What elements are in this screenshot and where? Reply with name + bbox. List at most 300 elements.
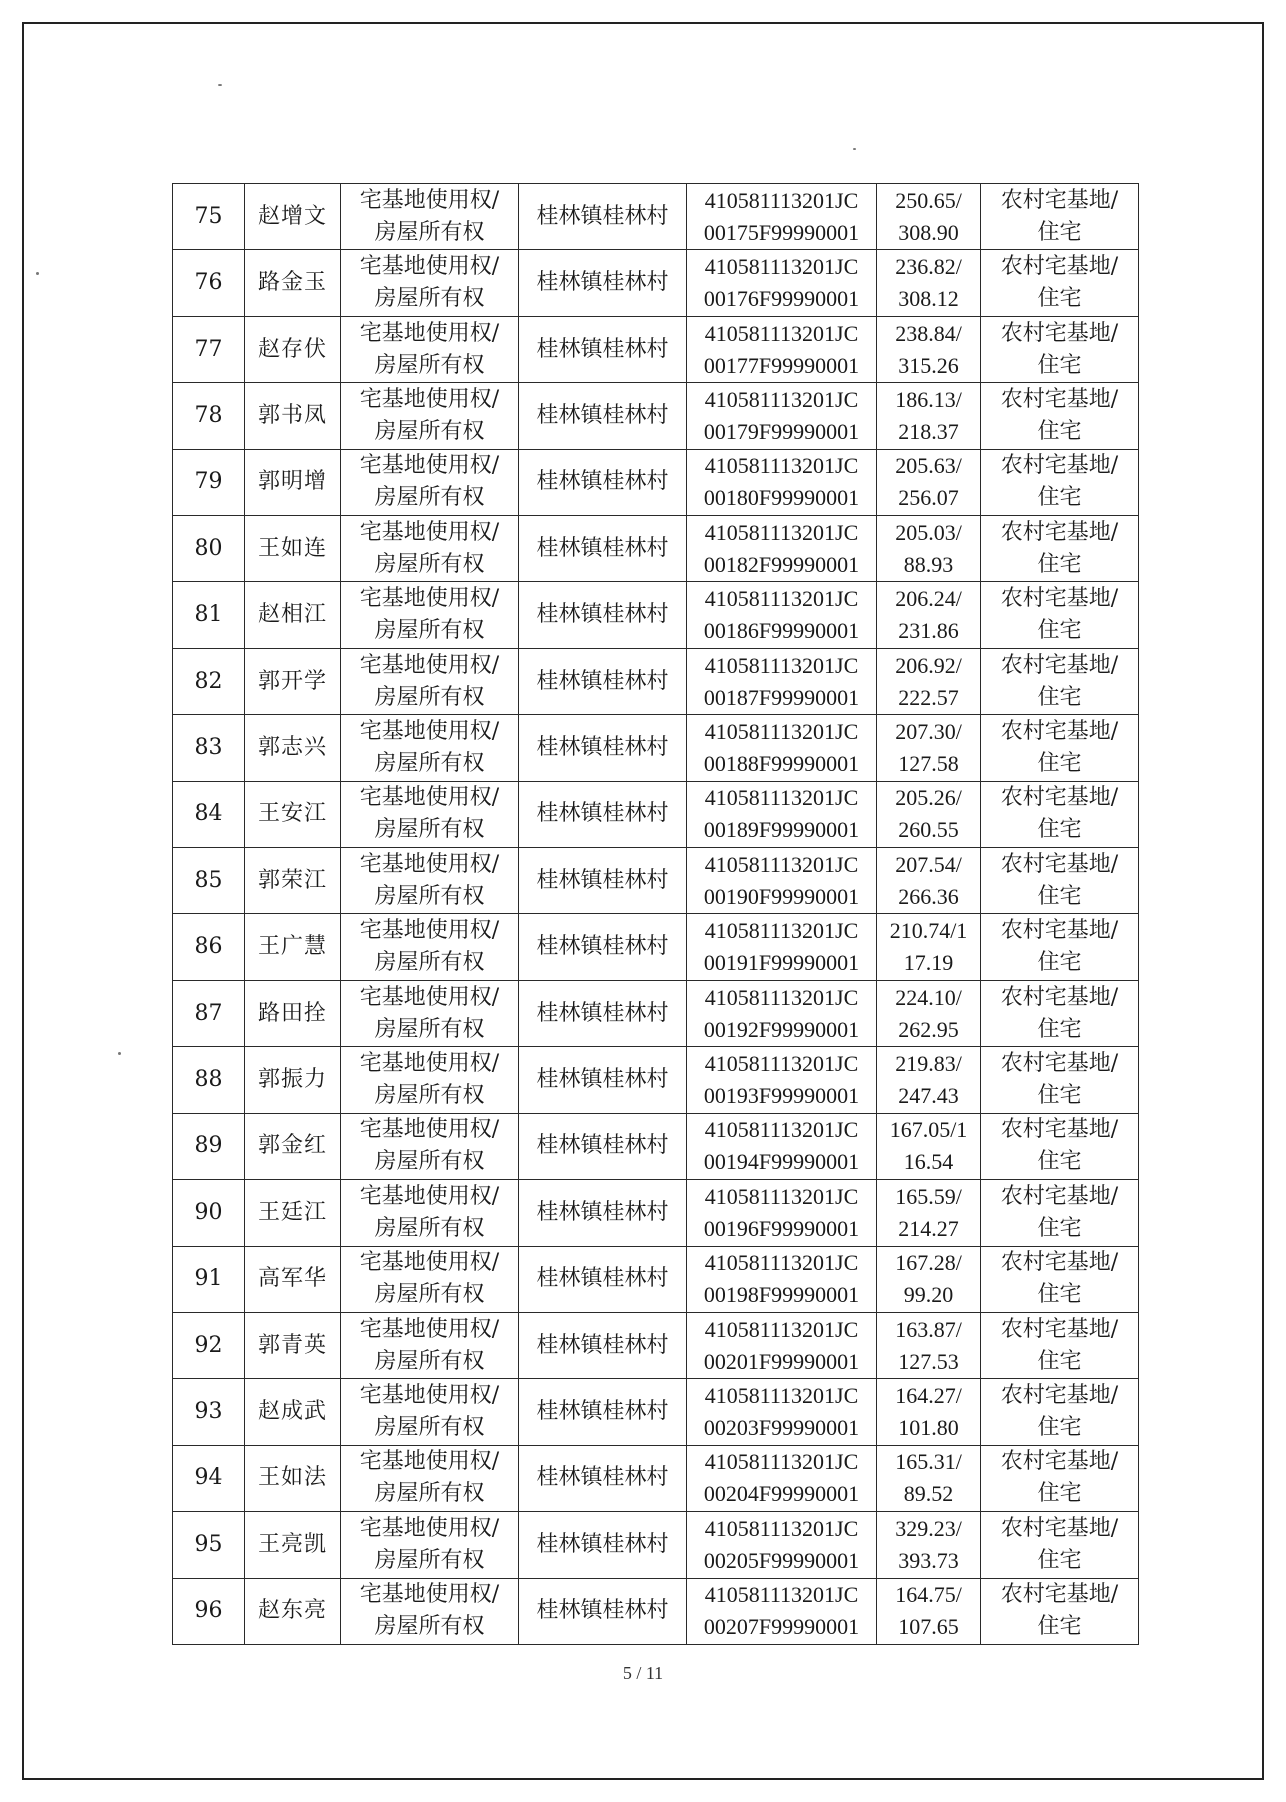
row-area [877,184,981,250]
cell-seq: 78 [194,402,223,428]
cell-location: 桂林镇桂林村 [536,934,669,960]
cell-use-2: 住宅 [1037,950,1082,976]
cell-right-1: 宅基地使用权/ [359,187,500,213]
cell-code-1: 410581113201JC [704,386,859,412]
cell-location: 桂林镇桂林村 [536,1199,669,1225]
cell-right-1: 宅基地使用权/ [359,652,500,678]
row-location [519,1113,687,1179]
cell-use-1: 农村宅基地/ [1000,984,1119,1010]
cell-area-2: 88.93 [903,551,954,577]
cell-right-2: 房屋所有权 [374,1082,485,1108]
row-land-use [981,1246,1139,1312]
row-seq [173,316,245,382]
cell-right-2: 房屋所有权 [374,1348,485,1374]
cell-seq: 77 [194,336,223,362]
cell-name: 郭明增 [257,469,327,495]
row-land-use [981,1445,1139,1511]
row-seq [173,582,245,648]
table-row [173,715,1139,781]
row-owner-name [245,1246,341,1312]
row-unit-code [687,449,877,515]
table-row [173,1379,1139,1445]
cell-area-1: 165.59/ [895,1183,962,1209]
scan-speck [218,84,222,86]
cell-location: 桂林镇桂林村 [536,1465,669,1491]
cell-area-1: 167.05/1 [889,1117,968,1143]
cell-use-1: 农村宅基地/ [1000,851,1119,877]
row-seq [173,1180,245,1246]
row-owner-name [245,582,341,648]
cell-seq: 94 [194,1465,223,1491]
cell-code-1: 410581113201JC [704,1117,859,1143]
cell-name: 郭书凤 [257,402,327,428]
cell-area-2: 214.27 [898,1215,959,1241]
row-owner-name [245,383,341,449]
cell-use-1: 农村宅基地/ [1000,1183,1119,1209]
cell-area-1: 224.10/ [895,984,962,1010]
cell-right-1: 宅基地使用权/ [359,1582,500,1608]
cell-right-2: 房屋所有权 [374,750,485,776]
cell-area-1: 250.65/ [895,187,962,213]
row-area [877,1578,981,1644]
row-unit-code [687,1113,877,1179]
row-seq [173,980,245,1046]
cell-area-2: 99.20 [903,1282,954,1308]
row-land-use [981,516,1139,582]
row-area [877,980,981,1046]
table-row [173,648,1139,714]
cell-right-1: 宅基地使用权/ [359,386,500,412]
cell-name: 郭青英 [257,1332,327,1358]
cell-use-2: 住宅 [1037,684,1082,710]
cell-seq: 93 [194,1399,223,1425]
row-owner-name [245,914,341,980]
row-owner-name [245,1379,341,1445]
row-area [877,848,981,914]
cell-seq: 91 [194,1266,223,1292]
row-right-type [341,1246,519,1312]
row-location [519,1512,687,1578]
row-right-type [341,1047,519,1113]
cell-right-1: 宅基地使用权/ [359,718,500,744]
cell-use-2: 住宅 [1037,1348,1082,1374]
row-owner-name [245,1180,341,1246]
row-location [519,250,687,316]
row-location [519,715,687,781]
cell-use-2: 住宅 [1037,1282,1082,1308]
table-row [173,316,1139,382]
row-location [519,980,687,1046]
row-area [877,1312,981,1378]
row-location [519,1180,687,1246]
cell-seq: 90 [194,1199,223,1225]
cell-right-2: 房屋所有权 [374,286,485,312]
row-unit-code [687,516,877,582]
cell-right-2: 房屋所有权 [374,551,485,577]
row-seq [173,781,245,847]
row-area [877,648,981,714]
table-row [173,848,1139,914]
row-land-use [981,781,1139,847]
cell-seq: 86 [194,934,223,960]
cell-location: 桂林镇桂林村 [536,1066,669,1092]
cell-name: 王安江 [257,801,327,827]
row-location [519,383,687,449]
cell-code-1: 410581113201JC [704,519,859,545]
row-right-type [341,980,519,1046]
row-right-type [341,184,519,250]
cell-code-2: 00201F99990001 [703,1348,860,1374]
cell-right-1: 宅基地使用权/ [359,586,500,612]
cell-code-2: 00205F99990001 [703,1547,860,1573]
cell-use-1: 农村宅基地/ [1000,254,1119,280]
cell-name: 赵增文 [257,203,327,229]
cell-area-1: 206.24/ [895,586,962,612]
cell-area-1: 164.75/ [895,1582,962,1608]
cell-area-2: 256.07 [898,485,959,511]
row-area [877,1445,981,1511]
cell-location: 桂林镇桂林村 [536,1531,669,1557]
cell-seq: 75 [194,203,223,229]
cell-location: 桂林镇桂林村 [536,336,669,362]
cell-area-2: 266.36 [898,883,959,909]
cell-use-1: 农村宅基地/ [1000,386,1119,412]
row-seq [173,1512,245,1578]
cell-use-2: 住宅 [1037,1149,1082,1175]
cell-use-1: 农村宅基地/ [1000,1449,1119,1475]
cell-code-1: 410581113201JC [704,254,859,280]
row-area [877,715,981,781]
cell-name: 王如法 [257,1465,327,1491]
cell-area-2: 262.95 [898,1016,959,1042]
cell-location: 桂林镇桂林村 [536,270,669,296]
cell-code-2: 00189F99990001 [703,817,860,843]
table-row [173,1246,1139,1312]
cell-use-1: 农村宅基地/ [1000,320,1119,346]
row-unit-code [687,1312,877,1378]
row-land-use [981,1312,1139,1378]
cell-right-1: 宅基地使用权/ [359,320,500,346]
cell-name: 赵相江 [257,602,327,628]
cell-area-1: 207.30/ [895,718,962,744]
row-unit-code [687,848,877,914]
row-seq [173,715,245,781]
cell-area-1: 207.54/ [895,851,962,877]
table-row [173,582,1139,648]
row-area [877,1113,981,1179]
cell-use-1: 农村宅基地/ [1000,187,1119,213]
row-owner-name [245,1047,341,1113]
cell-right-2: 房屋所有权 [374,219,485,245]
row-seq [173,648,245,714]
row-right-type [341,1180,519,1246]
cell-area-2: 308.12 [898,286,959,312]
row-right-type [341,1512,519,1578]
row-area [877,250,981,316]
cell-name: 郭荣江 [257,867,327,893]
row-area [877,1379,981,1445]
row-seq [173,184,245,250]
row-seq [173,848,245,914]
cell-location: 桂林镇桂林村 [536,1266,669,1292]
row-location [519,914,687,980]
cell-use-1: 农村宅基地/ [1000,453,1119,479]
row-location [519,1379,687,1445]
cell-seq: 79 [194,469,223,495]
cell-area-1: 219.83/ [895,1050,962,1076]
cell-right-1: 宅基地使用权/ [359,1050,500,1076]
cell-right-1: 宅基地使用权/ [359,1183,500,1209]
cell-code-1: 410581113201JC [704,1183,859,1209]
row-owner-name [245,316,341,382]
cell-location: 桂林镇桂林村 [536,1133,669,1159]
cell-use-1: 农村宅基地/ [1000,1515,1119,1541]
row-seq [173,1312,245,1378]
cell-code-2: 00191F99990001 [703,950,860,976]
cell-code-2: 00186F99990001 [703,618,860,644]
cell-name: 郭志兴 [257,734,327,760]
row-unit-code [687,582,877,648]
cell-right-2: 房屋所有权 [374,1282,485,1308]
cell-use-1: 农村宅基地/ [1000,918,1119,944]
table-row [173,914,1139,980]
row-area [877,1047,981,1113]
row-land-use [981,715,1139,781]
cell-code-1: 410581113201JC [704,1582,859,1608]
row-area [877,1246,981,1312]
cell-right-1: 宅基地使用权/ [359,1515,500,1541]
row-land-use [981,848,1139,914]
row-area [877,316,981,382]
cell-use-1: 农村宅基地/ [1000,718,1119,744]
cell-code-1: 410581113201JC [704,1316,859,1342]
row-land-use [981,383,1139,449]
cell-code-1: 410581113201JC [704,586,859,612]
row-right-type [341,781,519,847]
cell-right-2: 房屋所有权 [374,1016,485,1042]
row-right-type [341,914,519,980]
cell-location: 桂林镇桂林村 [536,469,669,495]
cell-right-2: 房屋所有权 [374,1614,485,1640]
cell-location: 桂林镇桂林村 [536,1332,669,1358]
cell-right-2: 房屋所有权 [374,817,485,843]
row-right-type [341,383,519,449]
cell-right-2: 房屋所有权 [374,1481,485,1507]
row-right-type [341,848,519,914]
cell-right-1: 宅基地使用权/ [359,1117,500,1143]
cell-area-2: 17.19 [903,950,954,976]
row-area [877,516,981,582]
row-seq [173,1445,245,1511]
cell-code-2: 00176F99990001 [703,286,860,312]
cell-use-1: 农村宅基地/ [1000,652,1119,678]
row-location [519,1047,687,1113]
cell-area-2: 127.58 [898,750,959,776]
cell-seq: 81 [194,602,223,628]
cell-area-1: 329.23/ [895,1515,962,1541]
cell-right-2: 房屋所有权 [374,1149,485,1175]
row-owner-name [245,1113,341,1179]
cell-area-1: 163.87/ [895,1316,962,1342]
row-owner-name [245,516,341,582]
row-unit-code [687,715,877,781]
row-area [877,449,981,515]
row-unit-code [687,1445,877,1511]
row-owner-name [245,715,341,781]
table-row [173,1113,1139,1179]
row-unit-code [687,184,877,250]
row-location [519,1246,687,1312]
cell-area-1: 167.28/ [895,1250,962,1276]
cell-right-1: 宅基地使用权/ [359,1250,500,1276]
row-location [519,848,687,914]
cell-use-2: 住宅 [1037,817,1082,843]
cell-code-2: 00194F99990001 [703,1149,860,1175]
row-owner-name [245,1312,341,1378]
row-unit-code [687,648,877,714]
cell-area-2: 127.53 [898,1348,959,1374]
row-land-use [981,1578,1139,1644]
row-area [877,781,981,847]
table-row [173,980,1139,1046]
row-owner-name [245,1512,341,1578]
row-unit-code [687,1379,877,1445]
row-area [877,1180,981,1246]
cell-code-2: 00180F99990001 [703,485,860,511]
row-location [519,648,687,714]
cell-use-1: 农村宅基地/ [1000,1250,1119,1276]
cell-location: 桂林镇桂林村 [536,668,669,694]
cell-seq: 95 [194,1531,223,1557]
cell-area-2: 16.54 [903,1149,954,1175]
cell-area-2: 393.73 [898,1547,959,1573]
table-row [173,781,1139,847]
cell-right-1: 宅基地使用权/ [359,254,500,280]
cell-seq: 88 [194,1066,223,1092]
cell-use-2: 住宅 [1037,1547,1082,1573]
cell-name: 王廷江 [257,1199,327,1225]
cell-code-2: 00182F99990001 [703,551,860,577]
cell-code-1: 410581113201JC [704,984,859,1010]
cell-location: 桂林镇桂林村 [536,801,669,827]
cell-location: 桂林镇桂林村 [536,1598,669,1624]
row-land-use [981,980,1139,1046]
row-seq [173,1379,245,1445]
page-number: 5 / 11 [622,1663,664,1683]
cell-area-1: 206.92/ [895,652,962,678]
row-location [519,1312,687,1378]
cell-seq: 96 [194,1598,223,1624]
cell-right-2: 房屋所有权 [374,950,485,976]
cell-right-2: 房屋所有权 [374,618,485,644]
cell-right-1: 宅基地使用权/ [359,984,500,1010]
cell-use-2: 住宅 [1037,352,1082,378]
row-right-type [341,516,519,582]
row-area [877,582,981,648]
table-body [173,184,1139,1645]
row-right-type [341,1578,519,1644]
table-row [173,1180,1139,1246]
row-unit-code [687,1578,877,1644]
cell-code-1: 410581113201JC [704,187,859,213]
cell-area-2: 308.90 [898,219,959,245]
cell-code-1: 410581113201JC [704,453,859,479]
table-row [173,1312,1139,1378]
row-unit-code [687,781,877,847]
row-location [519,449,687,515]
row-seq [173,516,245,582]
cell-right-1: 宅基地使用权/ [359,453,500,479]
row-right-type [341,648,519,714]
cell-location: 桂林镇桂林村 [536,867,669,893]
row-unit-code [687,1512,877,1578]
row-land-use [981,184,1139,250]
row-unit-code [687,250,877,316]
row-right-type [341,582,519,648]
row-owner-name [245,449,341,515]
cell-use-1: 农村宅基地/ [1000,1117,1119,1143]
cell-seq: 85 [194,867,223,893]
cell-code-1: 410581113201JC [704,1383,859,1409]
scan-speck [118,1052,121,1055]
cell-use-2: 住宅 [1037,286,1082,312]
cell-name: 王广慧 [257,934,327,960]
cell-code-2: 00177F99990001 [703,352,860,378]
cell-area-2: 107.65 [898,1614,959,1640]
cell-location: 桂林镇桂林村 [536,1000,669,1026]
cell-right-1: 宅基地使用权/ [359,918,500,944]
row-land-use [981,1379,1139,1445]
row-unit-code [687,980,877,1046]
cell-right-2: 房屋所有权 [374,418,485,444]
row-right-type [341,1379,519,1445]
row-owner-name [245,980,341,1046]
row-area [877,1512,981,1578]
row-unit-code [687,1047,877,1113]
cell-name: 郭金红 [257,1133,327,1159]
row-right-type [341,1445,519,1511]
row-seq [173,383,245,449]
row-land-use [981,914,1139,980]
cell-code-2: 00198F99990001 [703,1282,860,1308]
cell-area-2: 231.86 [898,618,959,644]
cell-area-2: 222.57 [898,684,959,710]
cell-area-1: 205.63/ [895,453,962,479]
row-seq [173,250,245,316]
row-land-use [981,1512,1139,1578]
cell-seq: 82 [194,668,223,694]
cell-code-1: 410581113201JC [704,1250,859,1276]
row-owner-name [245,848,341,914]
table-row [173,1047,1139,1113]
cell-right-2: 房屋所有权 [374,1215,485,1241]
cell-area-1: 236.82/ [895,254,962,280]
cell-name: 郭振力 [257,1066,327,1092]
table-row [173,1445,1139,1511]
cell-code-1: 410581113201JC [704,320,859,346]
row-land-use [981,250,1139,316]
row-seq [173,1047,245,1113]
cell-use-1: 农村宅基地/ [1000,1316,1119,1342]
row-land-use [981,582,1139,648]
row-unit-code [687,383,877,449]
row-owner-name [245,1578,341,1644]
cell-code-1: 410581113201JC [704,851,859,877]
cell-right-1: 宅基地使用权/ [359,1449,500,1475]
cell-seq: 83 [194,734,223,760]
cell-code-1: 410581113201JC [704,1515,859,1541]
cell-code-2: 00207F99990001 [703,1614,860,1640]
